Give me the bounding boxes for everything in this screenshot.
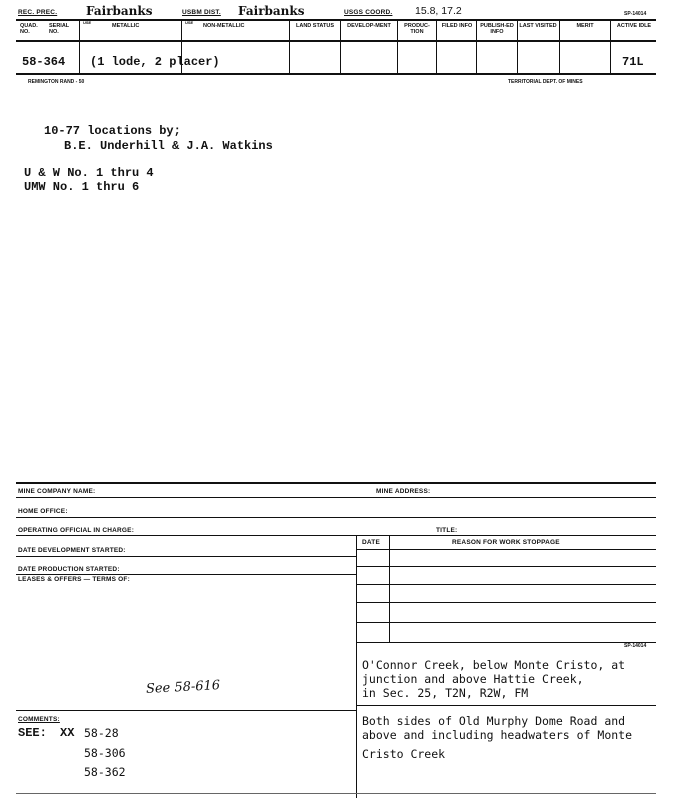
filed-info-header: FILED INFO [441,23,473,29]
comments-label: COMMENTS: [18,716,60,723]
col-sep [289,20,290,74]
date-production-label: DATE PRODUCTION STARTED: [18,566,120,573]
col-sep [397,20,398,74]
metallic-header: METALLIC [112,23,140,29]
rule [356,566,656,567]
rec-prec-label: REC. PREC. [18,9,58,16]
form-number: SP-14014 [624,11,647,17]
last-visited-header: LAST VISITED [519,23,557,29]
rule [16,574,356,575]
row-description: (1 lode, 2 placer) [90,55,220,69]
form-number-2: SP-14014 [624,643,647,649]
dept-mark: TERRITORIAL DEPT. OF MINES [508,79,583,85]
stoppage-date-border [389,535,390,643]
leases-label: LEASES & OFFERS — TERMS OF: [18,576,130,583]
land-status-header: LAND STATUS [296,23,334,29]
rule [16,517,656,518]
rule [16,497,656,498]
reason-column-header: REASON FOR WORK STOPPAGE [452,539,560,546]
column-header-rule [16,40,656,42]
non-metallic-header: NON-METALLIC [203,23,245,29]
location-line-6: Cristo Creek [362,747,446,761]
quad-header [20,23,48,35]
active-idle-value: 71L [622,55,644,69]
usbm-dist-label: USBM DIST. [182,9,221,16]
usbm-dist-value: Fairbanks [238,4,305,18]
date-development-label: DATE DEVELOPMENT STARTED: [18,547,126,554]
use-label-metallic: USE [83,20,92,25]
mine-address-label: MINE ADDRESS: [376,488,431,495]
rule [16,710,356,711]
stoppage-left-border [356,535,357,643]
comment-ref-1: 58-28 [84,726,119,740]
usgs-coord-value: 15.8, 17.2 [415,5,462,17]
location-line-4: Both sides of Old Murphy Dome Road and [362,714,626,728]
col-sep [559,20,560,74]
notes-line-2: B.E. Underhill & J.A. Watkins [64,139,273,153]
handwritten-reference: See 58-616 [145,678,221,697]
development-header: DEVELOP-MENT [347,23,391,29]
production-header: PRODUC-TION [404,23,430,35]
col-sep [436,20,437,74]
rule [356,549,656,550]
rule [356,622,656,623]
home-office-label: HOME OFFICE: [18,508,68,515]
row-rule [16,73,656,75]
col-sep [610,20,611,74]
serial-label: SERIAL [49,23,70,29]
col-sep [517,20,518,74]
rec-prec-value: Fairbanks [86,4,153,18]
header-rule [16,19,656,21]
location-line-2: junction and above Hattie Creek, [362,672,584,686]
location-line-3: in Sec. 25, T2N, R2W, FM [362,686,529,700]
location-line-1: O'Connor Creek, below Monte Cristo, at [362,658,626,672]
serial-header [49,23,79,35]
form-top-rule [16,482,656,484]
notes-line-1: 10-77 locations by; [44,124,181,138]
rule [356,705,656,706]
mine-company-label: MINE COMPANY NAME: [18,488,96,495]
usgs-coord-label: USGS COORD. [344,9,393,16]
published-info-header: PUBLISH-ED INFO [480,23,514,35]
bottom-rule [16,793,656,794]
col-sep [476,20,477,74]
comment-ref-2: 58-306 [84,746,126,760]
notes-line-4: UMW No. 1 thru 6 [24,180,140,194]
comment-ref-3: 58-362 [84,765,126,779]
date-column-header: DATE [362,539,381,546]
col-sep [79,20,80,74]
serial-number: 58-364 [22,55,66,69]
location-line-5: above and including headwaters of Monte [362,728,633,742]
col-sep [340,20,341,74]
operating-official-label: OPERATING OFFICIAL IN CHARGE: [18,527,135,534]
notes-line-3: U & W No. 1 thru 4 [24,166,154,180]
rule [16,535,656,536]
merit-header: MERIT [576,23,594,29]
serial-no-label: NO. [49,29,59,35]
see-label: SEE: [18,726,47,740]
rule [356,584,656,585]
title-label: TITLE: [436,527,458,534]
quad-no-label: NO. [20,29,30,35]
printer-mark: REMINGTON RAND - 50 [28,79,85,85]
see-prefix: XX [60,726,75,740]
quad-label: QUAD. [20,23,38,29]
rule [356,642,656,643]
active-idle-header: ACTIVE IDLE [616,23,652,29]
rule [16,556,356,557]
use-label-nonmetallic: USE [185,20,194,25]
location-left-border [356,643,357,798]
rule [356,602,656,603]
